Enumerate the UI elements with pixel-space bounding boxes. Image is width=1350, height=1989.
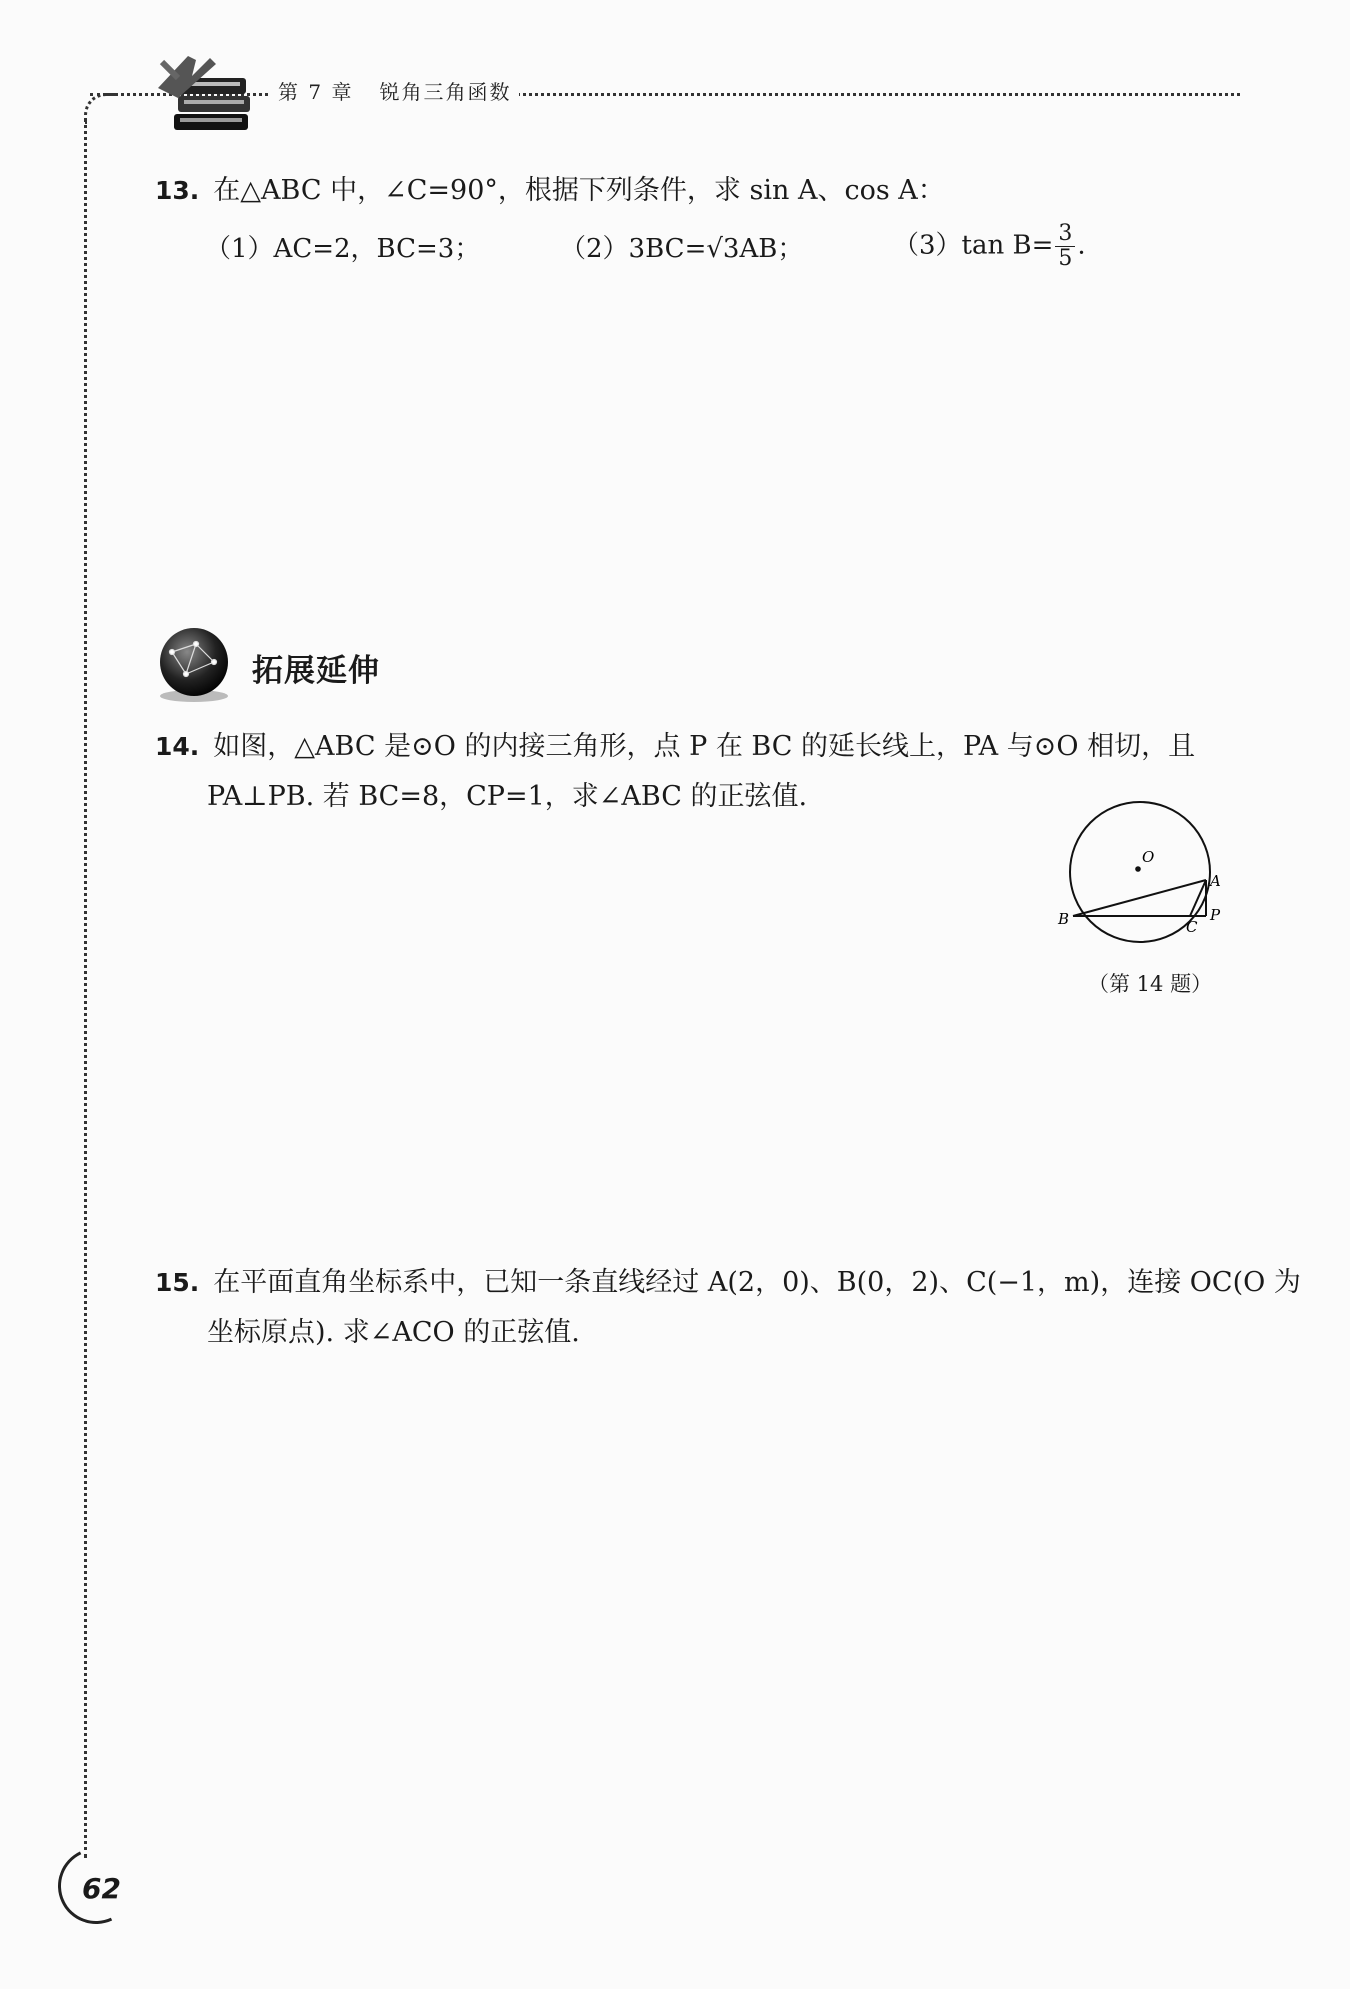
center-point [1135,866,1141,872]
fraction [1055,222,1075,271]
part-3-prefix: （3）tan B= [893,230,1054,261]
label-o: O [1142,848,1155,866]
problem-15 [155,1258,1301,1358]
problem-13-part-1: （1）AC=2，BC=3； [205,234,481,264]
problem-line-1: 如图，△ABC 是⊙O 的内接三角形，点 P 在 BC 的延长线上，PA 与⊙O 相切，且 [213,731,1196,762]
problem-line-1: 在平面直角坐标系中，已知一条直线经过 A(2，0)、B(0，2)、C(−1，m)，连接 OC(O 为 [213,1267,1301,1298]
problem-number: 14. [155,732,200,761]
problem-13-part-3 [893,222,1086,271]
page-number: 62 [82,1872,121,1905]
circle-tangent-figure [1040,800,1240,960]
running-header [270,74,519,106]
problem-line-2: 坐标原点). 求∠ACO 的正弦值. [207,1317,580,1348]
left-dotted-rule [84,118,87,1858]
globe-network-icon [152,622,236,706]
label-c: C [1186,918,1198,936]
problem-number: 15. [155,1268,200,1297]
label-b: B [1058,910,1070,928]
label-p: P [1210,906,1221,924]
chapter-title: 锐角三角函数 [379,79,512,104]
header-corner-rule [84,93,115,124]
problem-stem: 在△ABC 中，∠C=90°，根据下列条件，求 sin A、cos A： [213,175,945,206]
header-dotted-rule [90,93,1240,96]
section-title: 拓展延伸 [252,653,380,689]
figure-caption: （第 14 题） [1088,972,1213,996]
books-logo-icon [148,48,258,138]
problem-13 [155,166,945,216]
label-a: A [1210,872,1221,890]
problem-number: 13. [155,176,200,205]
problem-line-2: PA⊥PB. 若 BC=8，CP=1，求∠ABC 的正弦值. [207,781,808,812]
fraction-denominator: 5 [1058,246,1073,271]
chapter-number: 第 7 章 [278,79,354,104]
segment-ab [1073,880,1206,916]
part-3-suffix: . [1077,230,1086,261]
problem-13-part-2: （2）3BC=√3AB； [560,234,804,264]
fraction-numerator: 3 [1055,222,1075,247]
